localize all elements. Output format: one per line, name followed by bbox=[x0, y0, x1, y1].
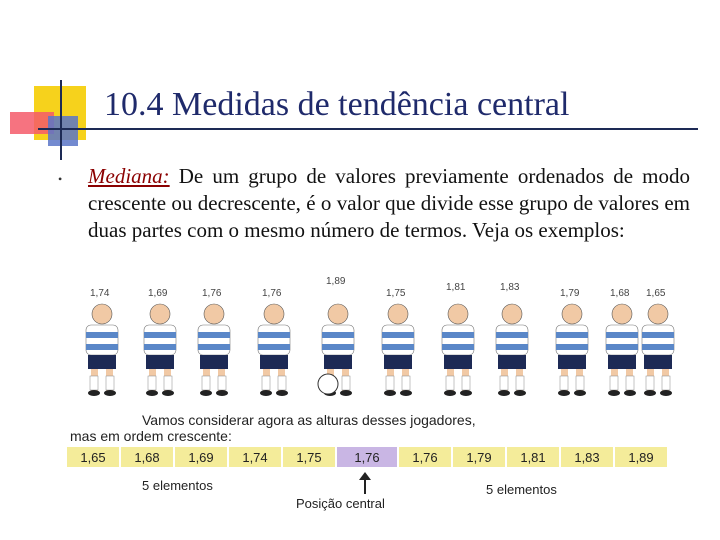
player-height-label: 1,76 bbox=[202, 288, 222, 299]
bullet-marker: • bbox=[58, 172, 63, 186]
player-height-label: 1,65 bbox=[646, 288, 666, 299]
ordered-height-cell: 1,76 bbox=[398, 446, 452, 468]
decor-vertical-line bbox=[60, 80, 62, 160]
player-height-label: 1,81 bbox=[446, 282, 466, 293]
player-figure bbox=[642, 304, 674, 396]
player-height-label: 1,89 bbox=[326, 276, 346, 287]
player-figure bbox=[496, 304, 528, 396]
definition-text: De um grupo de valores previamente ordenados de modo crescente ou decrescente, é o valor que divide esse grupo de valores em duas partes com o mesmo número de termos. Veja os exemplos: bbox=[88, 164, 690, 242]
player-height-label: 1,68 bbox=[610, 288, 630, 299]
player-height-label: 1,76 bbox=[262, 288, 282, 299]
ordered-height-cell: 1,69 bbox=[174, 446, 228, 468]
figure-caption-line2: mas em ordem crescente: bbox=[70, 428, 232, 444]
ordered-height-cell: 1,83 bbox=[560, 446, 614, 468]
player-height-label: 1,74 bbox=[90, 288, 110, 299]
ordered-height-cell: 1,89 bbox=[614, 446, 668, 468]
soccer-ball-icon bbox=[318, 374, 338, 394]
player-figure bbox=[556, 304, 588, 396]
player-figure bbox=[198, 304, 230, 396]
figure-caption-line1: Vamos considerar agora as alturas desses jogadores, bbox=[142, 412, 476, 428]
player-figure bbox=[606, 304, 638, 396]
player-height-label: 1,69 bbox=[148, 288, 168, 299]
definition-paragraph bbox=[88, 163, 690, 244]
player-height-label: 1,75 bbox=[386, 288, 406, 299]
left-count-label: 5 elementos bbox=[142, 478, 213, 493]
player-height-label: 1,83 bbox=[500, 282, 520, 293]
ordered-height-cell: 1,65 bbox=[66, 446, 120, 468]
center-position-label: Posição central bbox=[296, 496, 385, 511]
ordered-heights-strip bbox=[66, 446, 668, 470]
ordered-height-cell: 1,81 bbox=[506, 446, 560, 468]
ordered-height-cell: 1,68 bbox=[120, 446, 174, 468]
decor-blue-square bbox=[48, 116, 78, 146]
player-figure bbox=[382, 304, 414, 396]
right-count-label: 5 elementos bbox=[486, 482, 557, 497]
slide-title: 10.4 Medidas de tendência central bbox=[104, 86, 570, 123]
ordered-height-cell: 1,74 bbox=[228, 446, 282, 468]
ordered-height-cell: 1,75 bbox=[282, 446, 336, 468]
player-figure bbox=[144, 304, 176, 396]
center-arrow-head bbox=[359, 472, 371, 480]
decor-horizontal-line bbox=[38, 128, 698, 130]
ordered-height-cell: 1,76 bbox=[336, 446, 398, 468]
player-height-label: 1,79 bbox=[560, 288, 580, 299]
player-figure bbox=[442, 304, 474, 396]
player-figure bbox=[86, 304, 118, 396]
ordered-height-cell: 1,79 bbox=[452, 446, 506, 468]
player-figure bbox=[258, 304, 290, 396]
definition-term: Mediana: bbox=[88, 164, 170, 188]
